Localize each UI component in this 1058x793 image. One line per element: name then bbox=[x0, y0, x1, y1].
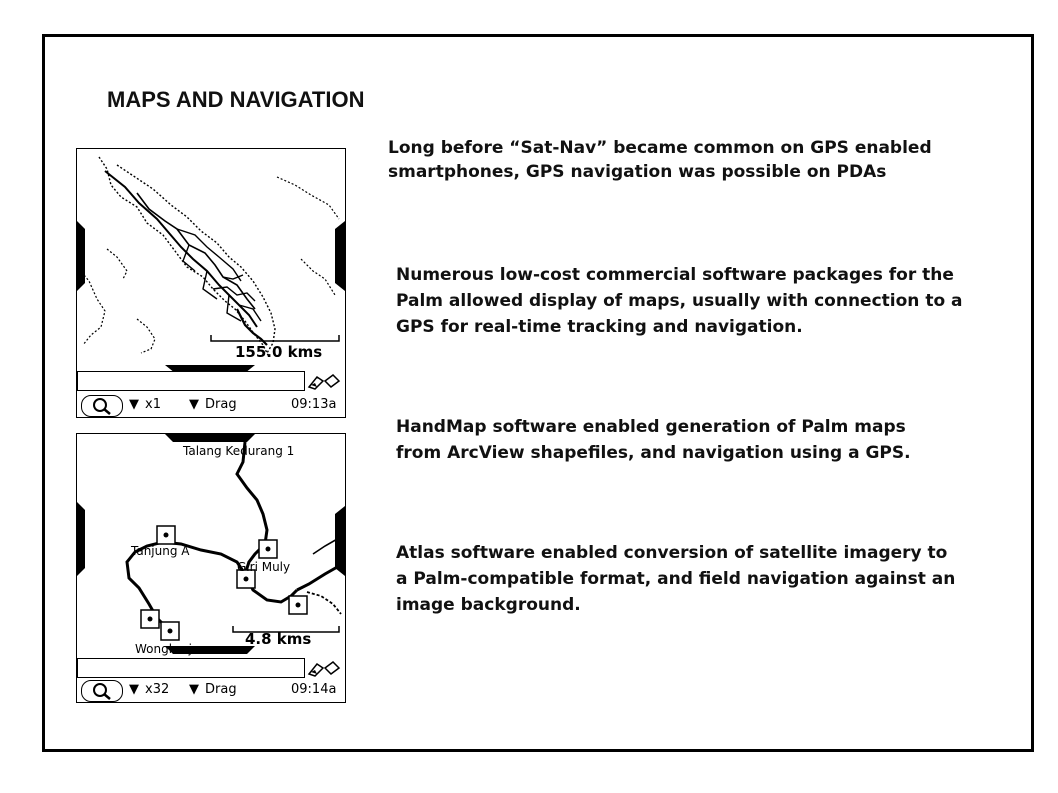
status-field[interactable] bbox=[77, 371, 305, 391]
magnifier-icon bbox=[82, 681, 122, 701]
zoom-selector[interactable]: x32 bbox=[145, 682, 170, 697]
palm-screen-detail-map bbox=[76, 433, 346, 703]
zoom-selector[interactable]: x1 bbox=[145, 397, 161, 412]
magnifier-button[interactable] bbox=[81, 395, 123, 417]
waypoint-marker[interactable] bbox=[161, 622, 179, 640]
place-label-tanjung: Tanjung A bbox=[131, 544, 190, 558]
place-label-wongharjo: Wongharjo bbox=[135, 642, 200, 656]
scroll-left-arrow[interactable] bbox=[77, 221, 85, 291]
waypoint-marker[interactable] bbox=[259, 540, 277, 558]
triangle-down-icon[interactable]: ▼ bbox=[129, 397, 139, 412]
waypoint-marker[interactable] bbox=[157, 526, 175, 544]
clock-time: 09:14a bbox=[291, 682, 337, 697]
slide-title: MAPS AND NAVIGATION bbox=[107, 87, 365, 112]
pencil-icon[interactable] bbox=[305, 371, 345, 391]
paragraph-handmap: HandMap software enabled generation of Palm maps from ArcView shapefiles, and navigation using a GPS. bbox=[396, 417, 911, 463]
waypoint-marker[interactable] bbox=[141, 610, 159, 628]
pencil-icon[interactable] bbox=[305, 658, 345, 678]
triangle-down-icon[interactable]: ▼ bbox=[189, 397, 199, 412]
bottom-toolbar bbox=[77, 680, 345, 702]
magnifier-button[interactable] bbox=[81, 680, 123, 702]
scale-bar bbox=[211, 335, 339, 341]
magnifier-icon bbox=[82, 396, 122, 416]
paragraph-commercial-software: Numerous low-cost commercial software packages for the Palm allowed display of maps, usually with connection to a GPS for real-time tracking and navigation. bbox=[396, 265, 963, 337]
scale-label: 4.8 kms bbox=[245, 630, 312, 648]
status-field[interactable] bbox=[77, 658, 305, 678]
scroll-right-arrow[interactable] bbox=[335, 221, 345, 291]
mode-selector[interactable]: Drag bbox=[205, 682, 237, 697]
scale-label: 155.0 kms bbox=[235, 343, 323, 361]
waypoint-marker[interactable] bbox=[289, 596, 307, 614]
paragraph-atlas: Atlas software enabled conversion of satellite imagery to a Palm-compatible format, and field navigation against an image background. bbox=[396, 543, 956, 615]
triangle-down-icon[interactable]: ▼ bbox=[189, 682, 199, 697]
place-label-giri-muly: Giri Muly bbox=[237, 560, 291, 574]
scroll-up-arrow[interactable] bbox=[165, 434, 255, 442]
scroll-left-arrow[interactable] bbox=[77, 502, 85, 576]
place-label-talang-kedurang: Talang Kedurang 1 bbox=[183, 444, 295, 458]
mode-selector[interactable]: Drag bbox=[205, 397, 237, 412]
triangle-down-icon[interactable]: ▼ bbox=[129, 682, 139, 697]
bottom-toolbar bbox=[77, 395, 345, 417]
clock-time: 09:13a bbox=[291, 397, 337, 412]
paragraph-sat-nav: Long before “Sat-Nav” became common on GPS enabled smartphones, GPS navigation was possible on PDAs bbox=[388, 138, 932, 182]
palm-screen-regional-map bbox=[76, 148, 346, 418]
